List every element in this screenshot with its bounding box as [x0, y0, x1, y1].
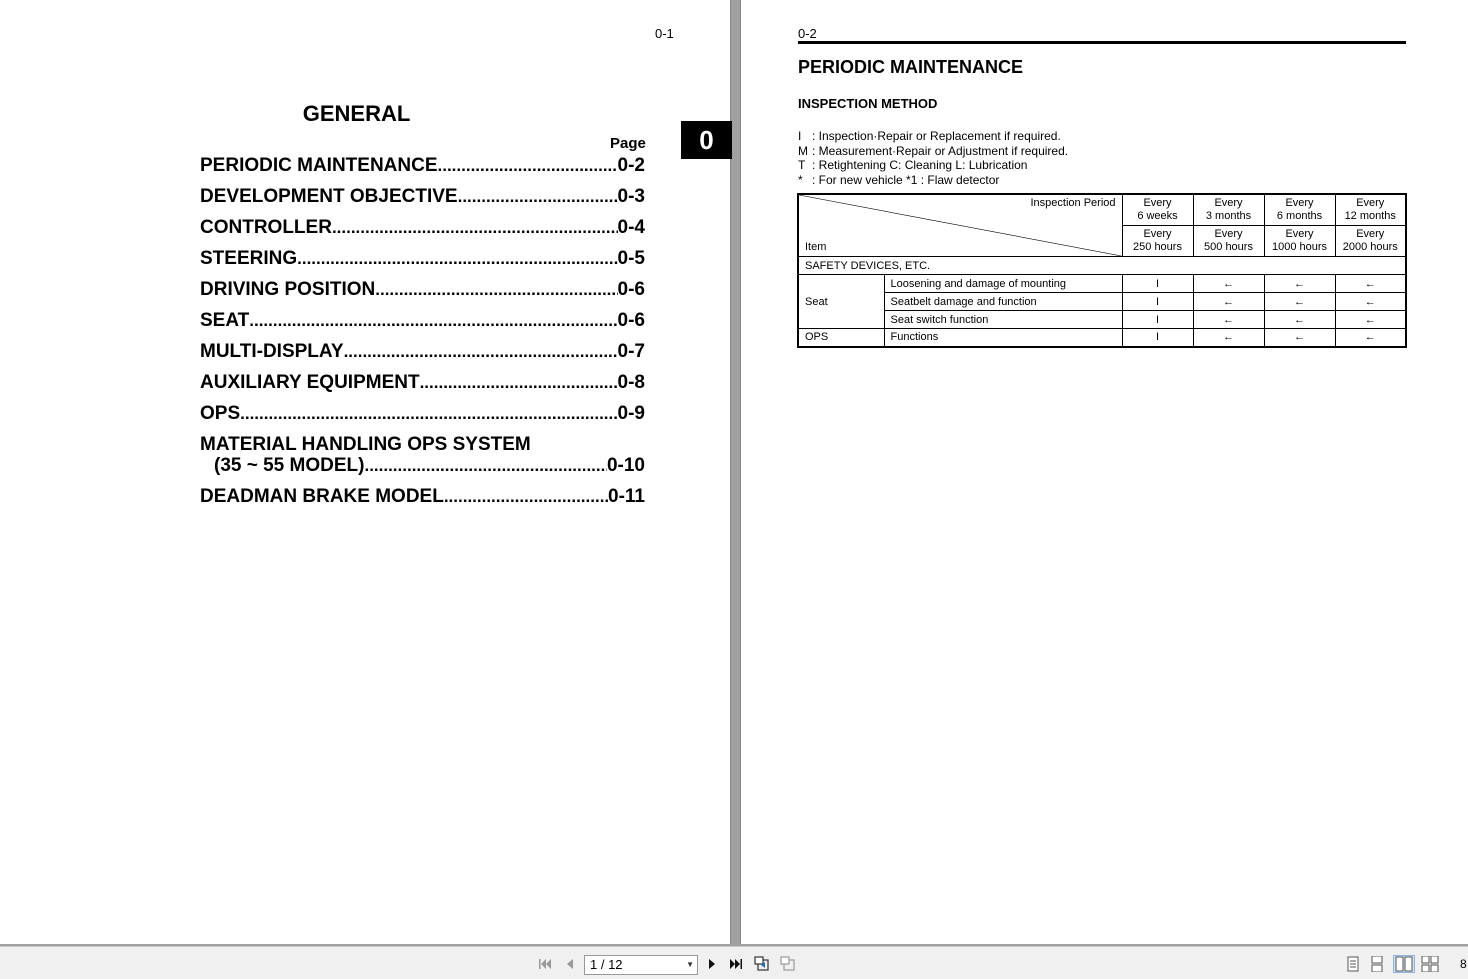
period-header: Every 6 months: [1264, 194, 1335, 226]
legend-item: I : Inspection·Repair or Replacement if required.: [798, 129, 1061, 143]
hours-header: Every 2000 hours: [1335, 226, 1406, 257]
group-label-ops: OPS: [798, 329, 884, 347]
toc-item-page: 0-5: [617, 248, 645, 269]
item-cell: Functions: [884, 329, 1122, 347]
value-cell: I: [1122, 293, 1193, 311]
toc-item[interactable]: [200, 279, 645, 310]
toc-item-label: DRIVING POSITION: [200, 279, 376, 300]
header-rule: [798, 41, 1406, 44]
next-page-icon[interactable]: [703, 955, 721, 973]
toc-item[interactable]: [200, 186, 645, 217]
item-cell: Seat switch function: [884, 311, 1122, 329]
period-header: Every 3 months: [1193, 194, 1264, 226]
page-number-input[interactable]: 1 / 12 ▼: [584, 955, 698, 975]
toc-item[interactable]: [200, 248, 645, 279]
go-forward-icon[interactable]: [779, 955, 797, 973]
toc-item[interactable]: [200, 217, 645, 248]
legend-item: T : Retightening C: Cleaning L: Lubrication: [798, 158, 1028, 172]
continuous-facing-icon[interactable]: [1421, 955, 1439, 973]
legend-item: M : Measurement·Repair or Adjustment if required.: [798, 143, 1069, 158]
toc-item-label: SEAT: [200, 310, 250, 331]
group-label-seat: Seat: [798, 275, 884, 329]
section-tab: 0: [681, 121, 732, 159]
period-header: Every 12 months: [1335, 194, 1406, 226]
hours-header: Every 1000 hours: [1264, 226, 1335, 257]
toc-item-label: STEERING: [200, 248, 298, 269]
last-page-icon[interactable]: [727, 955, 745, 973]
toc-item-page: 0-7: [617, 341, 645, 362]
toc-item-page: 0-2: [617, 155, 645, 176]
table-row: [798, 329, 1406, 347]
item-cell: Loosening and damage of mounting: [884, 275, 1122, 293]
bottom-toolbar: [0, 946, 1468, 979]
toc-item[interactable]: [200, 486, 645, 517]
toc-item[interactable]: [200, 403, 645, 434]
toc-item-page: 0-11: [608, 486, 645, 507]
value-cell: I: [1122, 329, 1193, 347]
page-number: 0-2: [798, 26, 817, 41]
table-of-contents: [200, 155, 645, 517]
toc-item-label: PERIODIC MAINTENANCE: [200, 155, 438, 176]
toc-item[interactable]: [200, 341, 645, 372]
value-cell: ←: [1193, 311, 1264, 329]
toc-item-label: CONTROLLER: [200, 217, 332, 238]
toc-item-label: OPS: [200, 403, 241, 424]
toc-item[interactable]: [200, 155, 645, 186]
value-cell: ←: [1193, 275, 1264, 293]
value-cell: ←: [1335, 293, 1406, 311]
item-label: Item: [805, 241, 827, 253]
continuous-page-icon[interactable]: [1368, 955, 1386, 973]
toc-item-page: 0-10: [606, 455, 645, 476]
value-cell: ←: [1264, 275, 1335, 293]
section-row: SAFETY DEVICES, ETC.: [798, 257, 1406, 275]
toc-item-page: 0-8: [617, 372, 645, 393]
value-cell: ←: [1264, 329, 1335, 347]
toc-item[interactable]: [200, 434, 645, 486]
toc-item-page: 0-6: [617, 310, 645, 331]
prev-page-icon[interactable]: [561, 955, 579, 973]
table-row: [798, 293, 1406, 311]
legend-item: * : For new vehicle *1 : Flaw detector: [798, 172, 1000, 187]
pdf-page-right: [740, 0, 1468, 944]
value-cell: ←: [1335, 311, 1406, 329]
page-title: PERIODIC MAINTENANCE: [798, 57, 1024, 77]
first-page-icon[interactable]: [536, 955, 554, 973]
go-back-icon[interactable]: [753, 955, 771, 973]
inspection-table: [797, 193, 1407, 348]
hours-header: Every 500 hours: [1193, 226, 1264, 257]
value-cell: ←: [1193, 293, 1264, 311]
toc-item[interactable]: [200, 310, 645, 341]
toc-item-page: 0-4: [617, 217, 645, 238]
table-corner-header: [798, 194, 1122, 257]
value-cell: ←: [1193, 329, 1264, 347]
toc-item[interactable]: [200, 372, 645, 403]
page-title: GENERAL: [302, 101, 411, 126]
period-header: Every 6 weeks: [1122, 194, 1193, 226]
value-cell: ←: [1335, 275, 1406, 293]
section-subtitle: INSPECTION METHOD: [798, 96, 938, 111]
value-cell: ←: [1264, 293, 1335, 311]
item-cell: Seatbelt damage and function: [884, 293, 1122, 311]
value-cell: ←: [1264, 311, 1335, 329]
page-number: 0-1: [655, 26, 674, 41]
toc-item-label: MATERIAL HANDLING OPS SYSTEM: [200, 434, 531, 455]
toc-item-label: DEADMAN BRAKE MODEL: [200, 486, 444, 507]
toc-item-label: MULTI-DISPLAY: [200, 341, 344, 362]
value-cell: I: [1122, 275, 1193, 293]
pdf-page-left: [0, 0, 731, 944]
chevron-down-icon[interactable]: ▼: [686, 960, 694, 969]
toc-item-label: AUXILIARY EQUIPMENT: [200, 372, 420, 393]
facing-page-icon[interactable]: [1393, 955, 1415, 973]
legend: [798, 129, 1068, 187]
single-page-icon[interactable]: [1344, 955, 1362, 973]
table-row: [798, 311, 1406, 329]
toc-item-page: 0-3: [617, 186, 645, 207]
zoom-level[interactable]: 8: [1460, 957, 1467, 971]
value-cell: ←: [1335, 329, 1406, 347]
inspection-period-label: Inspection Period: [1030, 197, 1116, 209]
page-column-label: Page: [610, 135, 646, 152]
table-row: [798, 275, 1406, 293]
toc-item-label-cont: (35 ~ 55 MODEL): [214, 455, 365, 476]
toc-item-label: DEVELOPMENT OBJECTIVE: [200, 186, 458, 207]
value-cell: I: [1122, 311, 1193, 329]
hours-header: Every 250 hours: [1122, 226, 1193, 257]
toc-item-page: 0-6: [617, 279, 645, 300]
toc-item-page: 0-9: [617, 403, 645, 424]
